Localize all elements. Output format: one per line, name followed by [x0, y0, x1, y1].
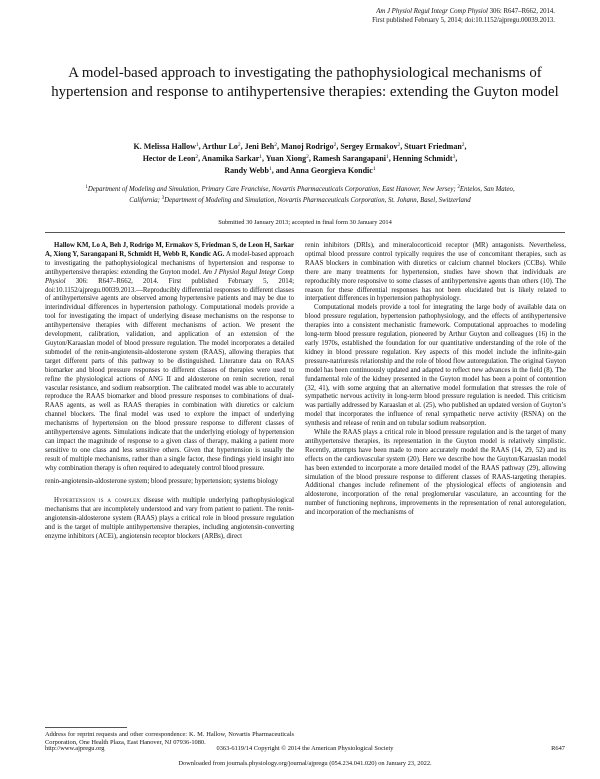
author-name: Manoj Rodrigo: [280, 142, 334, 151]
author-affiliation-marker: 1: [195, 142, 199, 148]
submission-dates: Submitted 30 January 2013; accepted in final form 30 January 2014: [218, 219, 392, 226]
author-name: Jeni Beh: [244, 142, 275, 151]
copyright-notice: 0363-6119/14 Copyright © 2014 the American Physiological Society: [216, 745, 394, 752]
author-affiliation-marker: 1: [372, 166, 376, 172]
intro-paragraph-2: Computational models provide a tool for integrating the large body of available data on blood pressure regulation, hypertension pathophysiology, and the effects of antihypertensive therapies into a consistent mechanistic framework. Computational approaches to modeling long-term blood pressure regulation, pioneered by Arthur Guyton and colleagues (16) in the early 1970s, established the foundation for our quantitative understanding of the role of the kidney in blood pressure regulation. Key aspects of this model include the infinite-gain pressure-natriuresis relationship and the role of blood flow autoregulation. The original Guyton model has been continuously updated and adapted to reflect new advances in the field (8). The fundamental role of the kidney presented in the Guyton model has been a point of contention (32, 41), with some arguing that an alternative model formulation that stresses the role of sympathetic nervous activity in long-term blood pressure regulation is needed. This criticism was partially addressed by Karaaslan et al. (25), who published an updated version of Guyton’s model that incorporates the influence of renal sympathetic nerve activity (RSNA) on the synthesis and release of renin and on tubular sodium reabsorption.: [305, 304, 567, 428]
left-column: [45, 242, 294, 542]
journal-citation: 306: R647–R662, 2014.: [489, 8, 555, 15]
author-line: K. Melissa Hallow$^1$, Arthur Lo$^2$, Jeni Beh$^2$, Manoj Rodrigo$^2$, Sergey Ermakov$^2$, Stuart Friedman$^2$,: [133, 142, 467, 151]
author-name: Arthur Lo: [202, 142, 238, 151]
author-name: K. Melissa Hallow: [133, 142, 196, 151]
author-list: [58, 140, 542, 176]
page-footer: [45, 745, 565, 757]
author-name: and Anna Georgieva Kondic: [275, 166, 373, 175]
author-affiliation-marker: 2: [333, 142, 337, 148]
author-affiliation-marker: 2: [461, 142, 465, 148]
author-affiliation-marker: 2: [237, 142, 241, 148]
running-head: [85, 8, 555, 25]
author-name: Henning Schmidt: [392, 154, 453, 163]
header-divider: [45, 232, 565, 233]
author-affiliation-marker: 2: [195, 154, 199, 160]
intro-text: disease with multiple underlying pathophysiological mechanisms that are incompletely understood and vary from patient to patient. The renin-angiotensin-aldosterone system (RAAS) plays a critical role in blood pressure regulation and is the target of multiple antihypertensive therapies, including angiotensin-converting enzyme inhibitors (ACEi), angiotensin receptor blockers (ARBs), direct: [45, 497, 294, 541]
download-notice: Downloaded from journals.physiology.org/journal/ajpregu (054.234.041.020) on January 23, 2022.: [178, 760, 432, 767]
affiliations: [82, 184, 518, 206]
author-name: Anamika Sarkar: [201, 154, 260, 163]
author-name: Hector de Leon: [142, 154, 196, 163]
affiliation-marker: 2: [457, 185, 460, 190]
author-affiliation-marker: 1: [259, 154, 263, 160]
right-column: [305, 242, 566, 518]
intro-paragraph-1: [45, 497, 294, 542]
affiliation-1: Department of Modeling and Simulation, Primary Care Franchise, Novartis Pharmaceuticals Corporation, East Hanover, New Jersey;: [87, 186, 456, 193]
author-affiliation-marker: 2: [397, 142, 401, 148]
journal-name: Am J Physiol Regul Integr Comp Physiol: [376, 8, 488, 15]
intro-paragraph-3: While the RAAS plays a critical role in blood pressure regulation and is the target of many antihypertensive therapies, its representation in the Guyton model is relatively simplistic. Recently, attempts have been made to more accurately model the RAAS (14, 29, 52) and its effects on the cardiovascular system (20). Here we describe how the Guyton/Karaaslan model has been extended to incorporate a more detailed model of the RAAS pathway (29), allowing simulation of the blood pressure response to different classes of RAAS-targeting therapies. Additional changes include refinement of the physiological effects of angiotensin and aldosterone, incorporation of the renal preglomerular vasculature, an accounting for the number of functioning nephrons, improvements in the representation of renal autoregulation, and incorporation of the mechanisms of: [305, 429, 566, 517]
article-title: A model-based approach to investigating the pathophysiological mechanisms of hypertension and response to antihypertensive therapies: extending the Guyton model: [51, 65, 559, 101]
author-affiliation-marker: 2: [306, 154, 309, 160]
abstract-citation-authors: Hallow KM, Lo A, Beh J, Rodrigo M, Ermakov S, Friedman S, de Leon H, Sarkar A, Xiong Y, Sarangapani R, Schmidt H, Webb R, Kondic AG.: [45, 242, 294, 258]
affiliation-marker: 1: [85, 185, 88, 190]
author-name: Randy Webb: [224, 166, 269, 175]
author-name: Stuart Friedman: [404, 142, 462, 151]
author-affiliation-marker: 1: [386, 154, 389, 160]
author-affiliation-marker: 3: [452, 154, 456, 160]
author-line: Hector de Leon$^2$, Anamika Sarkar$^1$, Yuan Xiong$^2$, Ramesh Sarangapani$^1$, Henning Schmidt$^3$,: [142, 154, 458, 163]
author-name: Sergey Ermakov: [340, 142, 398, 151]
author-name: Ramesh Sarangapani: [312, 154, 387, 163]
intro-paragraph-1-cont: renin inhibitors (DRIs), and mineralocorticoid receptor (MR) antagonists. Nevertheless, optimal blood pressure control typically requires the use of concomitant therapies, such as RAAS blockers in combination with diuretics or calcium channel blockers (CCBs). While there are many treatments for hypertension, studies have shown that individuals are reproducibly more responsive to some classes of antihypertensive agents than others (10). The reason for these differential responses has not been elucidated but is likely related to interpatient differences in hypertension pathophysiology.: [305, 242, 566, 303]
abstract: [45, 242, 294, 474]
author-line: Randy Webb$^1$, and Anna Georgieva Kondic$^1$: [224, 166, 376, 175]
first-published: First published February 5, 2014; doi:10.1152/ajpregu.00039.2013.: [372, 16, 555, 24]
affiliation-marker: 3: [161, 195, 165, 201]
abstract-citation-rest: 306: R647–R662, 2014. First published February 5, 2014; doi:10.1152/ajpregu.00039.2013.—: [45, 277, 294, 294]
abstract-citation-journal: Am J Physiol Regul Integr Comp Physiol: [45, 268, 294, 285]
keywords: renin-angiotensin-aldosterone system; blood pressure; hypertension; systems biology: [45, 477, 279, 485]
intro-lead: Hypertension is a complex: [54, 497, 141, 505]
author-affiliation-marker: 2: [274, 142, 277, 148]
abstract-citation-title: A model-based approach to investigating the pathophysiological mechanisms of hypertension and response to antihypertensive therapies: extending the Guyton model.: [45, 250, 294, 276]
abstract-body: Reproducibly differential responses to different classes of antihypertensive agents are observed among hypertensive patients and may be due to interindividual differences in hypertension pathology. Computational models provide a tool for investigating the impact of underlying disease mechanisms on the response to antihypertensive therapies with different mechanisms of action. We present the development, calibration, validation, and application of an extension of the Guyton/Karaaslan model of blood pressure regulation. The model incorporates a detailed submodel of the renin-angiotensin-aldosterone system (RAAS), allowing therapies that target different parts of this pathway to be distinguished. Literature data on RAAS biomarker and blood pressure responses to different classes of therapies were used to refine the physiological actions of ANG II and aldosterone on renin secretion, renal vascular resistance, and sodium reabsorption. The calibrated model was able to accurately reproduce the RAAS biomarker and blood pressure responses to combinations of dual-RAAS agents, as well as RAAS therapies in combination with diuretics or calcium channel blockers. The final model was used to explore the impact of underlying mechanisms of hypertension on the blood pressure response to different classes of antihypertensive agents. Simulations indicate that the underlying etiology of hypertension can impact the magnitude of response to a given class of therapy, making a patient more sensitive to one class and less sensitive others. Given that hypertension is usually the result of multiple mechanisms, rather than a single factor, these findings yield insight into why combination therapy is often required to adequately control blood pressure.: [45, 286, 294, 472]
journal-url-link[interactable]: http://www.ajpregu.org: [45, 745, 105, 752]
author-affiliation-marker: 1: [268, 166, 272, 172]
affiliation-2: Entelos, San Mateo, California;: [129, 186, 515, 204]
page-number: R647: [551, 745, 565, 752]
footnote-divider: [45, 727, 127, 728]
affiliation-3: Department of Modeling and Simulation, Novartis Pharmaceuticals Corporation, St. Johann, Basel, Switzerland: [164, 196, 471, 204]
correspondence-address: Address for reprint requests and other correspondence: K. M. Hallow, Novartis Pharmaceuticals Corporation, One Health Plaza, East Hanover, NJ 07936-1080.: [45, 731, 294, 747]
author-name: Yuan Xiong: [265, 154, 307, 163]
